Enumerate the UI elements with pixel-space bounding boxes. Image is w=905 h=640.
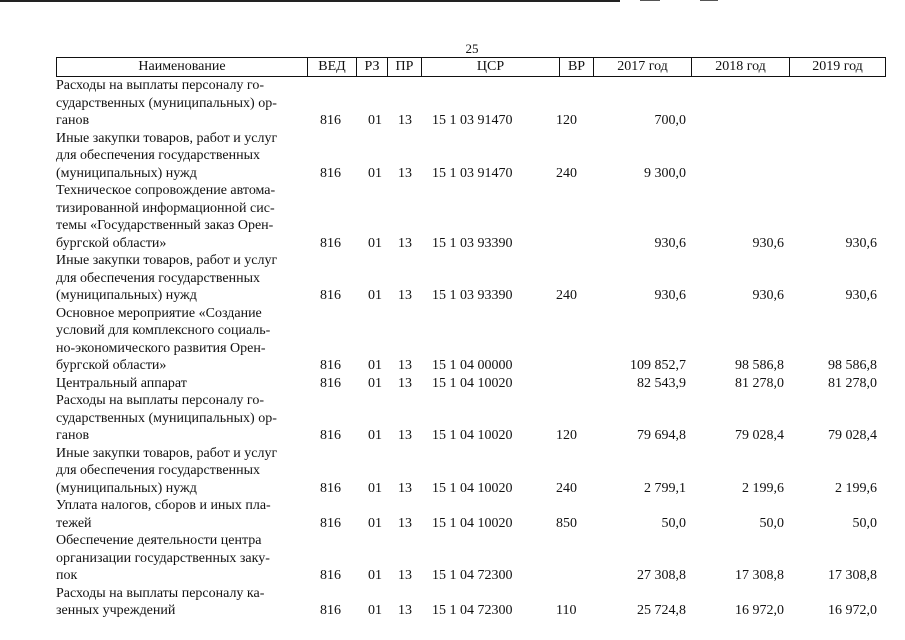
row-csr: 15 1 04 10020 <box>432 428 513 443</box>
row-vr: 120 <box>556 113 577 128</box>
row-pr: 13 <box>398 165 412 181</box>
row-2018: 17 308,8 <box>735 568 784 583</box>
row-pr: 13 <box>398 113 412 128</box>
row-csr: 15 1 04 10020 <box>432 515 513 531</box>
row-name: Расходы на выплаты персоналу ка- зенных учреждений <box>56 585 265 618</box>
row-2017: 25 724,8 <box>637 603 686 618</box>
header-pr: ПР <box>387 57 422 77</box>
row-rz: 01 <box>368 358 382 373</box>
row-ved: 816 <box>320 288 341 303</box>
row-csr: 15 1 04 72300 <box>432 568 513 583</box>
row-ved: 816 <box>320 568 341 583</box>
row-2017: 109 852,7 <box>630 358 686 373</box>
row-csr: 15 1 04 10020 <box>432 375 513 391</box>
row-2018: 81 278,0 <box>735 375 784 391</box>
row-2017: 82 543,9 <box>637 375 686 391</box>
table-row <box>56 305 886 375</box>
header-rz: РЗ <box>356 57 388 77</box>
row-2019: 930,6 <box>845 235 877 251</box>
table-row <box>56 182 886 252</box>
row-2017: 9 300,0 <box>644 165 686 181</box>
row-rz: 01 <box>368 480 382 496</box>
row-name: Техническое сопровождение автома- тизированной информационной сис- темы «Государственный заказ Орен- бургской области» <box>56 183 276 251</box>
header-2018: 2018 год <box>691 57 790 77</box>
row-rz: 01 <box>368 428 382 443</box>
header-csr: ЦСР <box>421 57 560 77</box>
row-rz: 01 <box>368 235 382 251</box>
row-vr: 240 <box>556 480 577 496</box>
row-rz: 01 <box>368 165 382 181</box>
row-vr: 240 <box>556 165 577 181</box>
row-csr: 15 1 03 91470 <box>432 165 513 181</box>
row-pr: 13 <box>398 235 412 251</box>
top-rule <box>0 0 620 2</box>
row-pr: 13 <box>398 515 412 531</box>
header-vr: ВР <box>559 57 594 77</box>
row-name: Расходы на выплаты персоналу го- сударственных (муниципальных) ор- ганов <box>56 78 277 128</box>
row-pr: 13 <box>398 480 412 496</box>
row-2018: 930,6 <box>752 235 784 251</box>
table-row <box>56 77 886 130</box>
row-2017: 930,6 <box>654 288 686 303</box>
row-2018: 930,6 <box>752 288 784 303</box>
row-ved: 816 <box>320 165 341 181</box>
row-csr: 15 1 04 10020 <box>432 480 513 496</box>
row-2019: 50,0 <box>852 515 877 531</box>
row-2017: 27 308,8 <box>637 568 686 583</box>
row-csr: 15 1 03 91470 <box>432 113 513 128</box>
table-row <box>56 252 886 305</box>
row-2019: 17 308,8 <box>828 568 877 583</box>
row-csr: 15 1 04 00000 <box>432 358 513 373</box>
row-csr: 15 1 04 72300 <box>432 603 513 618</box>
table-header <box>56 57 886 77</box>
row-pr: 13 <box>398 428 412 443</box>
row-pr: 13 <box>398 358 412 373</box>
row-2018: 98 586,8 <box>735 358 784 373</box>
row-2019: 79 028,4 <box>828 428 877 443</box>
row-2017: 930,6 <box>654 235 686 251</box>
row-pr: 13 <box>398 568 412 583</box>
row-2018: 79 028,4 <box>735 428 784 443</box>
header-name: Наименование <box>56 57 308 77</box>
row-ved: 816 <box>320 375 341 391</box>
row-2017: 2 799,1 <box>644 480 686 496</box>
row-ved: 816 <box>320 235 341 251</box>
row-rz: 01 <box>368 603 382 618</box>
table-row <box>56 497 886 532</box>
row-ved: 816 <box>320 515 341 531</box>
row-name: Основное мероприятие «Создание условий для комплексного социаль- но-экономического развития Орен- бургской области» <box>56 305 271 373</box>
row-vr: 120 <box>556 428 577 443</box>
row-2019: 98 586,8 <box>828 358 877 373</box>
row-pr: 13 <box>398 288 412 303</box>
top-rule-fragment <box>700 0 718 1</box>
row-ved: 816 <box>320 603 341 618</box>
row-2019: 930,6 <box>845 288 877 303</box>
table-row <box>56 445 886 498</box>
row-2019: 16 972,0 <box>828 603 877 618</box>
header-2017: 2017 год <box>593 57 692 77</box>
row-ved: 816 <box>320 358 341 373</box>
row-vr: 240 <box>556 288 577 303</box>
row-2018: 2 199,6 <box>742 480 784 496</box>
table-row <box>56 375 886 393</box>
page-number: 25 <box>465 41 479 56</box>
row-pr: 13 <box>398 603 412 618</box>
row-rz: 01 <box>368 568 382 583</box>
table-row <box>56 130 886 183</box>
row-csr: 15 1 03 93390 <box>432 288 513 303</box>
row-rz: 01 <box>368 288 382 303</box>
row-rz: 01 <box>368 515 382 531</box>
row-2017: 79 694,8 <box>637 428 686 443</box>
row-name: Иные закупки товаров, работ и услуг для обеспечения государственных (муниципальных) нужд <box>56 253 278 303</box>
row-2017: 700,0 <box>654 113 686 128</box>
row-name: Расходы на выплаты персоналу го- сударственных (муниципальных) ор- ганов <box>56 393 277 443</box>
row-ved: 816 <box>320 113 341 128</box>
row-name: Обеспечение деятельности центра организации государственных заку- пок <box>56 533 270 583</box>
row-name: Центральный аппарат <box>56 375 187 391</box>
table-body <box>56 77 886 620</box>
row-2019: 2 199,6 <box>835 480 877 496</box>
header-ved: ВЕД <box>307 57 357 77</box>
row-ved: 816 <box>320 480 341 496</box>
row-ved: 816 <box>320 428 341 443</box>
row-vr: 110 <box>556 603 577 618</box>
header-2019: 2019 год <box>789 57 886 77</box>
table-row <box>56 392 886 445</box>
row-2017: 50,0 <box>661 515 686 531</box>
row-name: Иные закупки товаров, работ и услуг для обеспечения государственных (муниципальных) нужд <box>56 445 278 496</box>
table-row <box>56 585 886 620</box>
top-rule-fragment <box>640 0 660 1</box>
row-name: Уплата налогов, сборов и иных пла- тежей <box>56 498 271 531</box>
row-csr: 15 1 03 93390 <box>432 235 513 251</box>
row-rz: 01 <box>368 113 382 128</box>
row-2018: 16 972,0 <box>735 603 784 618</box>
row-pr: 13 <box>398 375 412 391</box>
row-2018: 50,0 <box>759 515 784 531</box>
row-rz: 01 <box>368 375 382 391</box>
row-2019: 81 278,0 <box>828 375 877 391</box>
row-vr: 850 <box>556 515 577 531</box>
row-name: Иные закупки товаров, работ и услуг для обеспечения государственных (муниципальных) нужд <box>56 130 278 181</box>
table-row <box>56 532 886 585</box>
